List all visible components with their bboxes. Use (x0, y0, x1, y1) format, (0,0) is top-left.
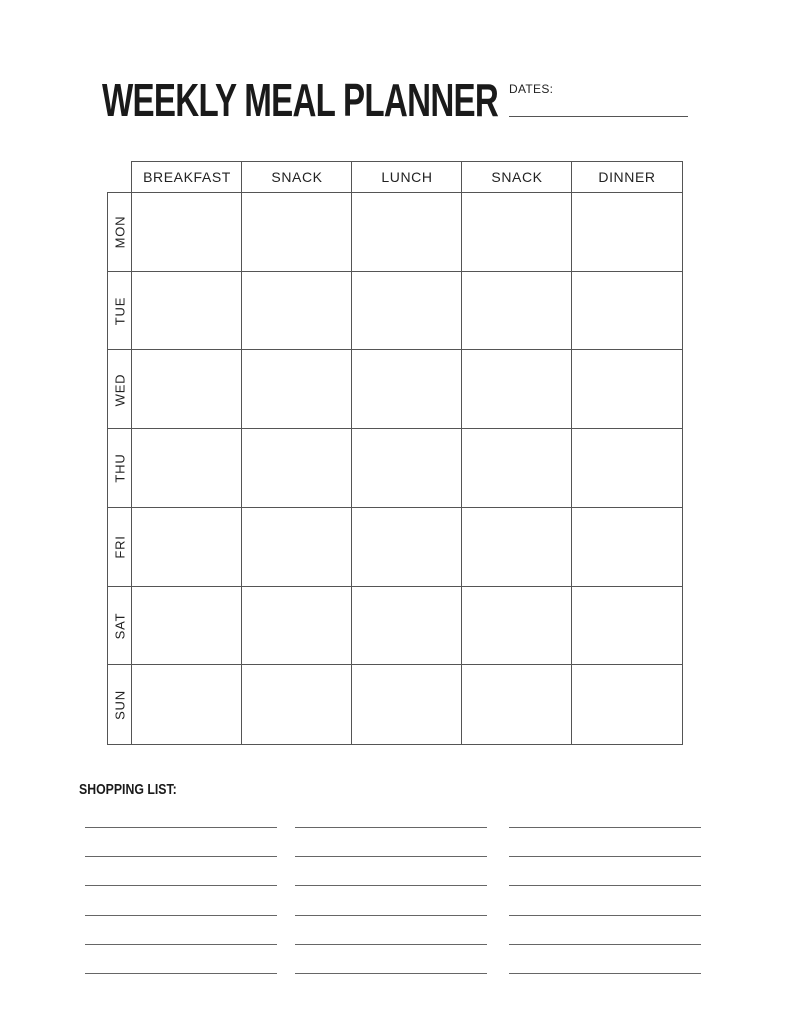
meal-cell-mon-snack[interactable] (241, 192, 353, 273)
shopping-list-line[interactable] (509, 885, 701, 886)
meal-cell-thu-snack[interactable] (461, 428, 573, 509)
shopping-list-line[interactable] (295, 944, 487, 945)
dates-field[interactable] (509, 116, 688, 117)
shopping-list-line[interactable] (509, 827, 701, 828)
meal-cell-sat-lunch[interactable] (351, 586, 463, 667)
meal-cell-fri-snack[interactable] (241, 507, 353, 588)
meal-cell-sat-dinner[interactable] (571, 586, 683, 667)
column-header-breakfast-1: BREAKFAST (131, 161, 243, 193)
shopping-list-line[interactable] (85, 973, 277, 974)
shopping-list-line[interactable] (509, 856, 701, 857)
meal-cell-sun-lunch[interactable] (351, 664, 463, 745)
shopping-list-label: SHOPPING LIST: (79, 781, 177, 798)
shopping-list-line[interactable] (295, 856, 487, 857)
shopping-list-line[interactable] (295, 827, 487, 828)
meal-cell-wed-snack[interactable] (241, 349, 353, 430)
meal-cell-fri-dinner[interactable] (571, 507, 683, 588)
day-label-text: THU (112, 453, 127, 483)
shopping-list-line[interactable] (85, 885, 277, 886)
day-label-text: MON (112, 215, 127, 249)
meal-cell-sun-dinner[interactable] (571, 664, 683, 745)
meal-cell-thu-breakfast[interactable] (131, 428, 243, 509)
day-label-wed (107, 349, 132, 430)
meal-cell-tue-snack[interactable] (241, 271, 353, 352)
day-label-thu (107, 428, 132, 509)
day-label-sat (107, 586, 132, 667)
day-label-text: SAT (112, 612, 127, 640)
meal-cell-mon-breakfast[interactable] (131, 192, 243, 273)
meal-cell-sun-snack[interactable] (461, 664, 573, 745)
day-label-text: TUE (112, 296, 127, 326)
shopping-list-line[interactable] (295, 915, 487, 916)
meal-cell-thu-dinner[interactable] (571, 428, 683, 509)
meal-planner-grid (107, 161, 688, 751)
meal-cell-sat-breakfast[interactable] (131, 586, 243, 667)
meal-cell-tue-snack[interactable] (461, 271, 573, 352)
meal-cell-mon-dinner[interactable] (571, 192, 683, 273)
shopping-list-line[interactable] (85, 827, 277, 828)
meal-cell-tue-breakfast[interactable] (131, 271, 243, 352)
day-label-text: WED (112, 373, 127, 407)
meal-cell-thu-lunch[interactable] (351, 428, 463, 509)
page-title: WEEKLY MEAL PLANNER (102, 74, 499, 126)
day-label-text: FRI (112, 535, 127, 559)
meal-cell-wed-dinner[interactable] (571, 349, 683, 430)
shopping-list-line[interactable] (295, 885, 487, 886)
day-label-mon (107, 192, 132, 273)
day-label-tue (107, 271, 132, 352)
meal-cell-sat-snack[interactable] (461, 586, 573, 667)
shopping-list-line[interactable] (85, 915, 277, 916)
meal-cell-mon-snack[interactable] (461, 192, 573, 273)
day-label-fri (107, 507, 132, 588)
shopping-list-line[interactable] (509, 973, 701, 974)
shopping-list-line[interactable] (509, 915, 701, 916)
meal-cell-thu-snack[interactable] (241, 428, 353, 509)
meal-cell-mon-lunch[interactable] (351, 192, 463, 273)
shopping-list-line[interactable] (295, 973, 487, 974)
meal-cell-tue-lunch[interactable] (351, 271, 463, 352)
meal-cell-wed-breakfast[interactable] (131, 349, 243, 430)
day-label-sun (107, 664, 132, 745)
meal-cell-wed-snack[interactable] (461, 349, 573, 430)
meal-cell-wed-lunch[interactable] (351, 349, 463, 430)
shopping-list-line[interactable] (509, 944, 701, 945)
meal-cell-sat-snack[interactable] (241, 586, 353, 667)
meal-cell-sun-snack[interactable] (241, 664, 353, 745)
column-header-snack-2: SNACK (241, 161, 353, 193)
day-label-text: SUN (112, 689, 127, 720)
shopping-list-line[interactable] (85, 944, 277, 945)
meal-cell-fri-breakfast[interactable] (131, 507, 243, 588)
column-header-dinner-5: DINNER (571, 161, 683, 193)
meal-cell-tue-dinner[interactable] (571, 271, 683, 352)
meal-cell-sun-breakfast[interactable] (131, 664, 243, 745)
column-header-snack-4: SNACK (461, 161, 573, 193)
dates-label: DATES: (509, 82, 554, 96)
meal-cell-fri-lunch[interactable] (351, 507, 463, 588)
meal-cell-fri-snack[interactable] (461, 507, 573, 588)
column-header-lunch-3: LUNCH (351, 161, 463, 193)
shopping-list-line[interactable] (85, 856, 277, 857)
